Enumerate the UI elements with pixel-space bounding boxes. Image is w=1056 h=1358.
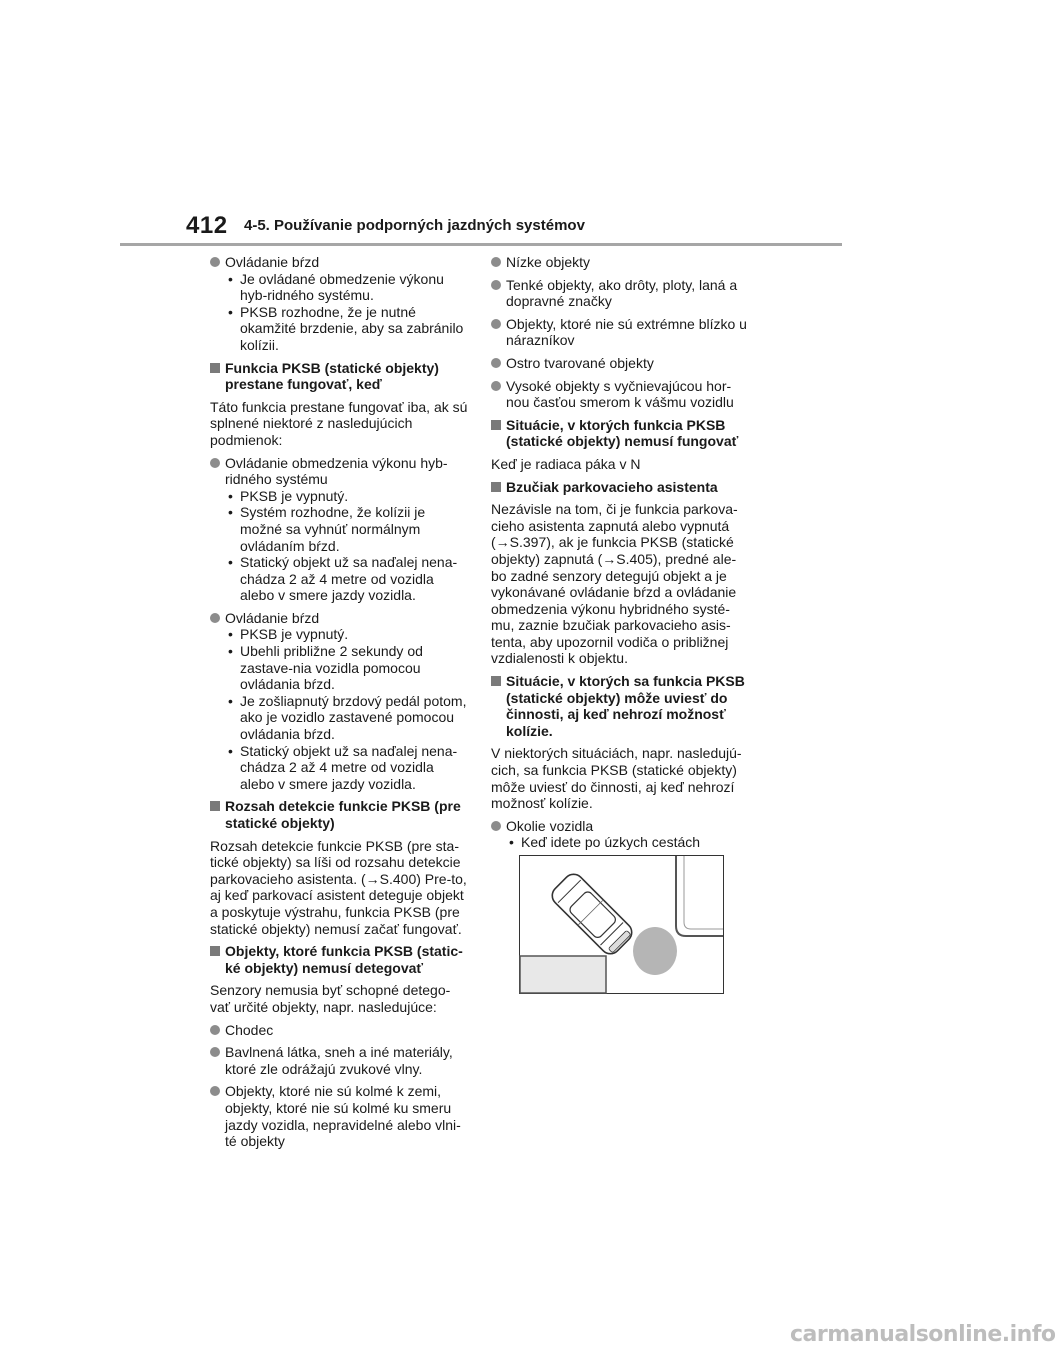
left-column: [210, 254, 470, 1156]
round-bullet-icon: [491, 381, 501, 391]
round-bullet-icon: [210, 1047, 220, 1057]
square-bullet-icon: [210, 946, 220, 956]
paragraph: Táto funkcia prestane fungovať iba, ak sú splnené niektoré z nasledujúcich podmienok:: [210, 398, 468, 448]
heading-detection-range: Rozsah detekcie funkcie PKSB (pre statické objekty): [210, 798, 470, 831]
sub-item: • Keď idete po úzkych cestách: [509, 834, 701, 851]
list-item: Tenké objekty, ako drôty, ploty, laná a dopravné značky: [491, 277, 751, 310]
round-bullet-icon: [491, 358, 501, 368]
header-divider: [120, 243, 842, 246]
sub-item: • Statický objekt už sa naďalej nena-chádza 2 až 4 metre od vozidla alebo v smere jazdy vozidla.: [228, 742, 458, 792]
bullet-power-limit: [210, 455, 470, 604]
list-item: Ostro tvarované objekty: [491, 355, 751, 372]
square-bullet-icon: [210, 363, 220, 373]
page-number: 412: [186, 212, 228, 239]
list-item: Objekty, ktoré nie sú extrémne blízko u nárazníkov: [491, 316, 751, 349]
round-bullet-icon: [491, 280, 501, 290]
round-bullet-icon: [210, 257, 220, 267]
bullet-brake-control: [210, 254, 470, 354]
list-item: Chodec: [210, 1022, 470, 1039]
round-bullet-icon: [210, 1086, 220, 1096]
heading-undetected-objects: Objekty, ktoré funkcia PKSB (static-ké objekty) nemusí detegovať: [210, 943, 470, 976]
square-bullet-icon: [210, 801, 220, 811]
bullet-brake-control-2: [210, 610, 470, 793]
section-title: 4-5. Používanie podporných jazdných systémov: [244, 217, 585, 234]
round-bullet-icon: [210, 1025, 220, 1035]
sub-item: • Je zošliapnutý brzdový pedál potom, ako je vozidlo zastavené pomocou ovládania bŕzd.: [228, 692, 467, 743]
heading-stop-conditions: Funkcia PKSB (statické objekty) prestane fungovať, keď: [210, 360, 470, 393]
watermark-logo: carmanualsonline.info: [790, 1322, 1056, 1347]
paragraph: Rozsah detekcie funkcie PKSB (pre sta-tické objekty) sa líši od rozsahu detekcie parkovacieho asistenta. (→S.400) Pre-to, aj keď parkovací asistent deteguje objekt a poskytuje výstrahu, funkcia PKSB (pre statické objekty) nemusí začať fungovať.: [210, 837, 467, 937]
round-bullet-icon: [491, 821, 501, 831]
sub-item: • PKSB rozhodne, že je nutné okamžité brzdenie, aby sa zabránilo kolízii.: [228, 303, 464, 353]
heading-may-operate: Situácie, v ktorých sa funkcia PKSB (statické objekty) môže uviesť do činnosti, aj keď nehrozí možnosť kolízie.: [491, 673, 751, 739]
narrow-road-illustration: [519, 855, 724, 994]
list-item: Bavlnená látka, sneh a iné materiály, ktoré zle odrážajú zvukové vlny.: [210, 1044, 470, 1077]
square-bullet-icon: [491, 482, 501, 492]
round-bullet-icon: [210, 458, 220, 468]
list-item: Objekty, ktoré nie sú kolmé k zemi, objekty, ktoré nie sú kolmé ku smeru jazdy vozidla, nepravidelné alebo vlni-té objekty: [210, 1083, 470, 1149]
sub-item: • Statický objekt už sa naďalej nena-chádza 2 až 4 metre od vozidla alebo v smere jazdy vozidla.: [228, 554, 458, 604]
sub-item: • PKSB je vypnutý.: [228, 626, 349, 643]
round-bullet-icon: [491, 257, 501, 267]
square-bullet-icon: [491, 420, 501, 430]
car-narrow-road-diagram: [520, 856, 723, 993]
sub-item: • Ubehli približne 2 sekundy od zastave-nia vozidla pomocou ovládania bŕzd.: [228, 643, 423, 693]
paragraph: Senzory nemusia byť schopné detego-vať určité objekty, napr. nasledujúce:: [210, 982, 451, 1015]
round-bullet-icon: [210, 613, 220, 623]
bullet-title: Ovládanie obmedzenia výkonu hyb-ridného systému: [225, 454, 448, 488]
paragraph: Nezávisle na tom, či je funkcia parkova-cieho asistenta zapnutá alebo vypnutá (→S.397), ak je funkcia PKSB (statické objekty) zapnutá (→S.405), predné ale-bo zadné senzory detegujú objekt a je vykonávané ovládanie bŕzd a ovládanie obmedzenia výkonu hybridného systé-mu, zaznie bzučiak parkovacieho asis-tenta, aby upozornil vodiča o približnej vzdialenosti k objektu.: [491, 501, 738, 667]
sub-item: • PKSB je vypnutý.: [228, 487, 349, 504]
bullet-title: Okolie vozidla: [506, 817, 594, 834]
right-column: [491, 254, 751, 857]
square-bullet-icon: [491, 676, 501, 686]
round-bullet-icon: [491, 319, 501, 329]
paragraph: Keď je radiaca páka v N: [491, 455, 641, 472]
page-header: [186, 212, 842, 246]
bullet-title: Ovládanie bŕzd: [225, 254, 320, 270]
paragraph: V niektorých situáciách, napr. nasledujú-cich, sa funkcia PKSB (statické objekty) môže uviesť do činnosti, aj keď nehrozí možnosť kolízie.: [491, 745, 742, 812]
sub-item: • Je ovládané obmedzenie výkonu hyb-ridného systému.: [228, 270, 444, 304]
bullet-vehicle-surroundings: [491, 818, 751, 851]
list-item: Vysoké objekty s vyčnievajúcou hor-nou časťou smerom k vášmu vozidlu: [491, 378, 751, 411]
bullet-title: Ovládanie bŕzd: [225, 609, 320, 626]
sub-item: • Systém rozhodne, že kolízii je možné sa vyhnúť normálnym ovládaním bŕzd.: [228, 504, 426, 554]
list-item: Nízke objekty: [491, 254, 751, 271]
heading-may-not-operate: Situácie, v ktorých funkcia PKSB (statické objekty) nemusí fungovať: [491, 417, 751, 450]
heading-buzzer: Bzučiak parkovacieho asistenta: [491, 479, 751, 496]
